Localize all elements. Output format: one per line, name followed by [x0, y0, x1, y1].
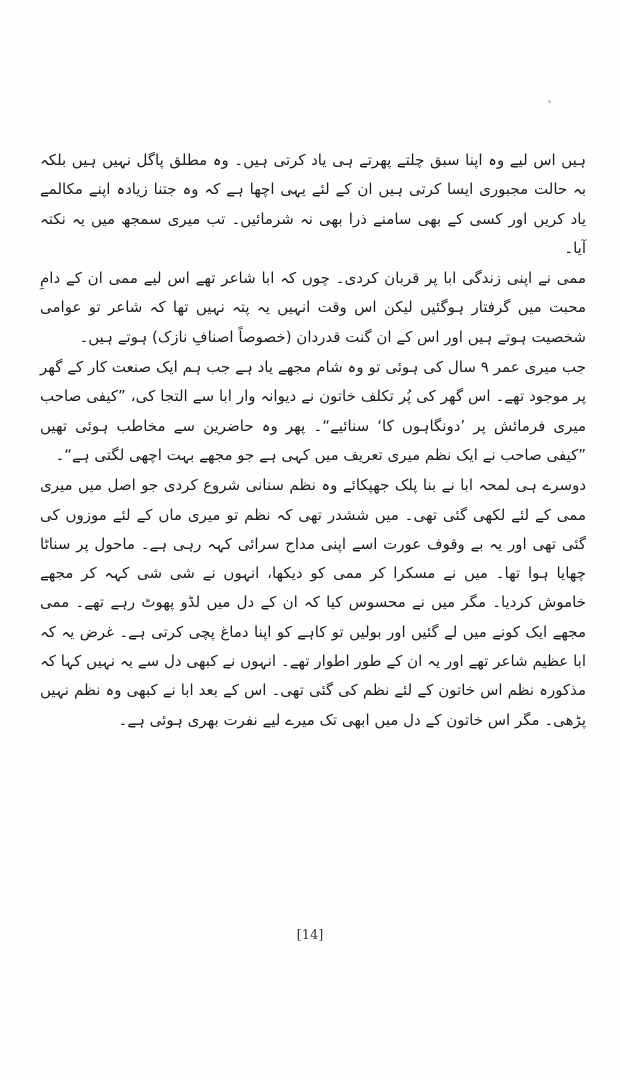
paragraph-2: ممی نے اپنی زندگی ابا پر قربان کردی۔ چوں کہ ابا شاعر تھے اس لیے ممی ان کے دامِ محبت میں گرفتار ہوگئیں لیکن اس وقت انہیں یہ پتہ نہیں تھا کہ شاعر تو عوامی شخصیت ہوتے ہیں اور اس کے ان گنت قدردان (خصوصاً اصنافِ نازک) ہوتے ہیں۔ — [40, 269, 586, 346]
page-number: [14] — [296, 928, 324, 943]
body-text — [40, 146, 586, 735]
paragraph-3: جب میری عمر ۹ سال کی ہوئی تو وہ شام مجھے یاد ہے جب ہم ایک صنعت کار کے گھر پر موجود تھے۔ اس گھر کی پُر تکلف خاتون نے دیوانہ وار ابا سے التجا کی، ”کیفی صاحب میری فرمائش پر ’دونگاہوں کا‘ سنائیے“۔ پھر وہ حاضرین سے مخاطب ہوئی تھیں ”کیفی صاحب نے ایک نظم میری تعریف میں کہی ہے جو مجھے بہت اچھی لگتی ہے“۔ — [40, 358, 586, 464]
paragraph-1: ہیں اس لیے وہ اپنا سبق چلتے پھرتے ہی یاد کرتی ہیں۔ وہ مطلق پاگل نہیں ہیں بلکہ بہ حالت مجبوری ایسا کرتی ہیں ان کے لئے یہی اچھا ہے کہ وہ جتنا زیادہ اپنے مکالمے یاد کریں اور کسی کے بھی سامنے ذرا بھی نہ شرمائیں۔ تب میری سمجھ میں یہ نکتہ آیا۔ — [40, 151, 586, 257]
paper-speck — [548, 100, 551, 103]
paragraph-4: دوسرے ہی لمحہ ابا نے بنا پلک جھپکائے وہ نظم سنانی شروع کردی جو اصل میں میری ممی کے لئے لکھی گئی تھی۔ میں ششدر تھی کہ نظم تو میری ماں کے لئے موزوں کی گئی تھی اور یہ بے وقوف عورت اسے اپنی مداح سرائی کہہ رہی ہے۔ ماحول پر سناٹا چھایا ہوا تھا۔ میں نے مسکرا کر ممی کو دیکھا، انہوں نے شی شی کہہ کر مجھے خاموش کردیا۔ مگر میں نے محسوس کیا کہ ان کے دل میں لڈو پھوٹ رہے تھے۔ ممی مجھے ایک کونے میں لے گئیں اور بولیں تو کاہے کو اپنا دماغ پچی کرتی ہے۔ غرض یہ کہ ابا عظیم شاعر تھے اور یہ ان کے طور اطوار تھے۔ انہوں نے کبھی دل سے یہ نہیں کہا کہ مذکورہ نظم اس خاتون کے لئے نظم کی گئی تھی۔ اس کے بعد ابا نے کبھی وہ نظم نہیں پڑھی۔ مگر اس خاتون کے دل میں ابھی تک میرے لیے نفرت بھری ہوئی ہے۔ — [40, 476, 586, 729]
